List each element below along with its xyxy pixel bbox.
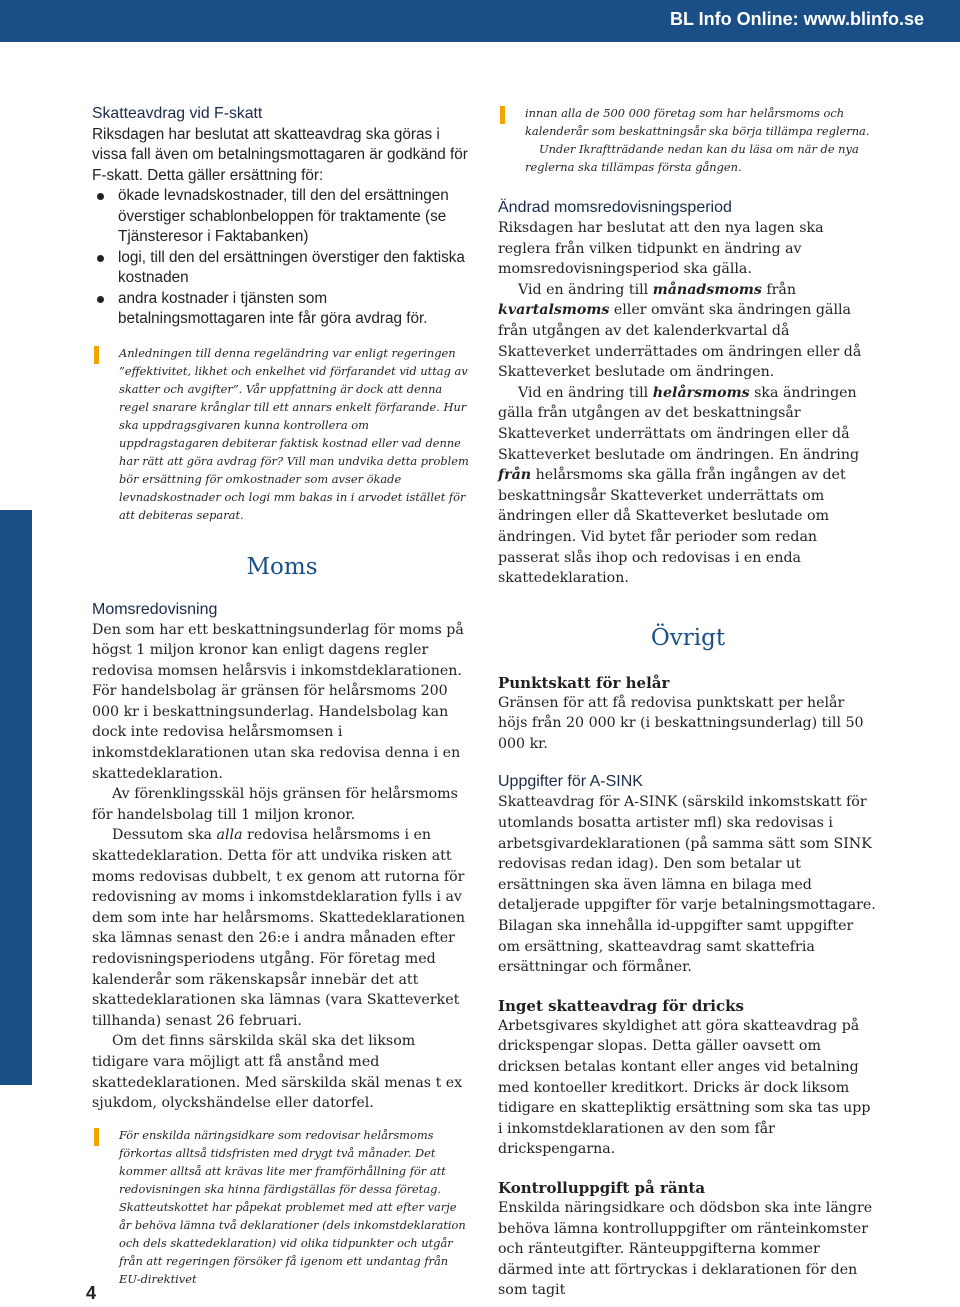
f-skatt-heading: Skatteavdrag vid F-skatt <box>92 105 263 122</box>
f-skatt-intro: Riksdagen har beslutat att skatteavdrag ska göras i vissa fall även om betalningsmottagaren är godkänd för F-skatt. Detta gäller ersättning för: <box>92 125 468 184</box>
f-skatt-note: Anledningen till denna regeländring var enligt regeringen ”effektivitet, likhet och enkelhet vid förfarandet vid uttag av skatter och avgifter”. Vår uppfattning är dock att denna regel snarare krånglar till ett annars enkelt förfarande. Hur ska uppdragsgivaren kunna kontrollera om uppdragstagaren debiterar faktisk kostnad eller vad denne har rätt att göra avdrag för? Vill man undvika detta problem bör ersättning för omkostnader som avser ökade levnadskostnader och logi mm bakas in i arvodet istället för att debiteras separat. <box>92 344 472 524</box>
kontroll-body: Enskilda näringsidkare och dödsbon ska inte längre behöva lämna kontrolluppgifter om ränteinkomster och ränteutgifter. Ränteuppgifterna kommer därmed inte att förtryckas i deklarationen för den som tagit <box>498 1199 873 1299</box>
list-item: andra kostnader i tjänsten som betalningsmottagaren inte får göra avdrag för. <box>92 289 472 330</box>
page-number: 4 <box>86 1283 97 1303</box>
andrad-body <box>498 218 878 589</box>
paragraph: Vid en ändring till helårsmoms ska ändringen gälla från utgången av det beskattningsår Skatteverket underrättats om ändringen eller då Skatteverket beslutade om ändringen. En ändring från helårsmoms ska gälla från ingången av det beskattningsår Skatteverket underrättats om ändringen eller då Skatteverket beslutade om ändringen. Vid bytet får perioder som redan passerat slås ihop och redovisas i en enda skattedeklaration. <box>498 384 860 587</box>
note-continued: innan alla de 500 000 företag som har helårsmoms och kalenderår som beskattningsår ska börja tillämpa reglerna. Under Ikraftträdande nedan kan du läsa om när de nya reglerna ska tillämpas första gången. <box>498 104 878 176</box>
top-banner <box>0 0 960 42</box>
punktskatt-body: Gränsen för att få redovisa punktskatt per helår höjs från 20 000 kr (i beskattningsunderlag) till 50 000 kr. <box>498 694 864 752</box>
paragraph: Av förenklingsskäl höjs gränsen för helårsmoms för handelsbolag till 1 miljon kronor. <box>92 786 458 823</box>
paragraph: Riksdagen har beslutat att den nya lagen ska reglera från vilken tidpunkt en ändring av momsredovisningsperiod ska gälla. <box>498 220 824 278</box>
site-link[interactable]: BL Info Online: www.blinfo.se <box>670 9 924 29</box>
asink-heading: Uppgifter för A-SINK <box>498 773 643 791</box>
moms-section-title: Moms <box>246 553 318 580</box>
ovrigt-section-title: Övrigt <box>650 624 726 651</box>
list-item: logi, till den del ersättningen överstiger den faktiska kostnaden <box>92 248 472 289</box>
kontroll-heading: Kontrolluppgift på ränta <box>498 1178 706 1197</box>
asink-body: Skatteavdrag för A-SINK (särskild inkomstskatt för utomlands bosatta artister mfl) ska redovisas i arbetsgivardeklarationen (på samma sätt som SINK redovisas redan idag). Den som betalar ut ersättningen ska även lämna en bilaga med detaljerade uppgifter för varje betalningsmottagare. Bilagan ska innehålla id-uppgifter samt uppgifter om ersättning, skatteavdrag samt skattefria ersättningar och förmåner. <box>498 794 876 976</box>
moms-note: För enskilda näringsidkare som redovisar helårsmoms förkortas alltså tidsfristen med drygt två månader. Det kommer alltså att krävas lite mer framförhållning för att redovisningen ska hinna färdigställas för dessa företag. Skatteutskottet har påpekat problemet med att efter varje år behöva lämna två deklarationer (dels inkomstdeklaration och dels skattedeklaration) vid olika tidpunkter och utgår från att regeringen försöker få igenom ett undantag från EU-direktivet <box>92 1126 472 1288</box>
f-skatt-list <box>92 186 472 330</box>
left-column <box>92 104 472 1288</box>
paragraph: Vid en ändring till månadsmoms från kvartalsmoms eller omvänt ska ändringen gälla från utgången av det kalenderkvartal då Skatteverket underrättades om ändringen eller då Skatteverket beslutade om ändringen. <box>498 281 862 381</box>
dricks-body: Arbetsgivares skyldighet att göra skatteavdrag på drickspengar slopas. Detta gäller oavsett om dricksen betalas kontant eller anges vid betalning med kontoeller kreditkort. Dricks är dock liksom tidigare en skattepliktig ersättning som ska tas upp i inkomstdeklarationen av den som får drickspengarna. <box>498 1017 871 1158</box>
right-column <box>498 104 878 1301</box>
paragraph: Den som har ett beskattningsunderlag för moms på högst 1 miljon kronor kan enligt dagens regler redovisa momsen helårsvis i inkomstdeklarationen. För handelsbolag är gränsen för helårsmoms 200 000 kr i beskattningsunderlag. Handelsbolag kan dock inte redovisa helårsmomsen i inkomstdeklarationen utan ska redovisa denna i en skattedeklaration. <box>92 621 464 782</box>
momsredovisning-heading: Momsredovisning <box>92 600 218 618</box>
dricks-heading: Inget skatteavdrag för dricks <box>498 996 744 1015</box>
punktskatt-heading: Punktskatt för helår <box>498 673 670 692</box>
list-item: ökade levnadskostnader, till den del ersättningen överstiger schablonbeloppen för traktamente (se Tjänsteresor i Faktabanken) <box>92 186 472 248</box>
andrad-heading: Ändrad momsredovisningsperiod <box>498 199 732 216</box>
paragraph: Dessutom ska alla redovisa helårsmoms i en skattedeklaration. Detta för att undvika risken att moms redovisas dubbelt, t ex genom att rutorna för redovisning av moms i inkomstdeklaration fylls i av dem som inte har helårsmoms. Skattedeklarationen ska lämnas senast den 26:e i andra månaden efter redovisningsperiodens utgång. För företag med kalenderår som räkenskapsår innebär det att skattedeklarationen ska lämnas (vara Skatteverket tillhanda) senast 26 februari. <box>92 827 466 1029</box>
paragraph: Om det finns särskilda skäl ska det liksom tidigare vara möjligt att få anstånd med skattedeklarationen. Med särskilda skäl menas t ex sjukdom, olyckshändelse eller datorfel. <box>92 1033 463 1112</box>
momsredovisning-body <box>92 620 472 1114</box>
sidebar-tab <box>0 510 32 1085</box>
